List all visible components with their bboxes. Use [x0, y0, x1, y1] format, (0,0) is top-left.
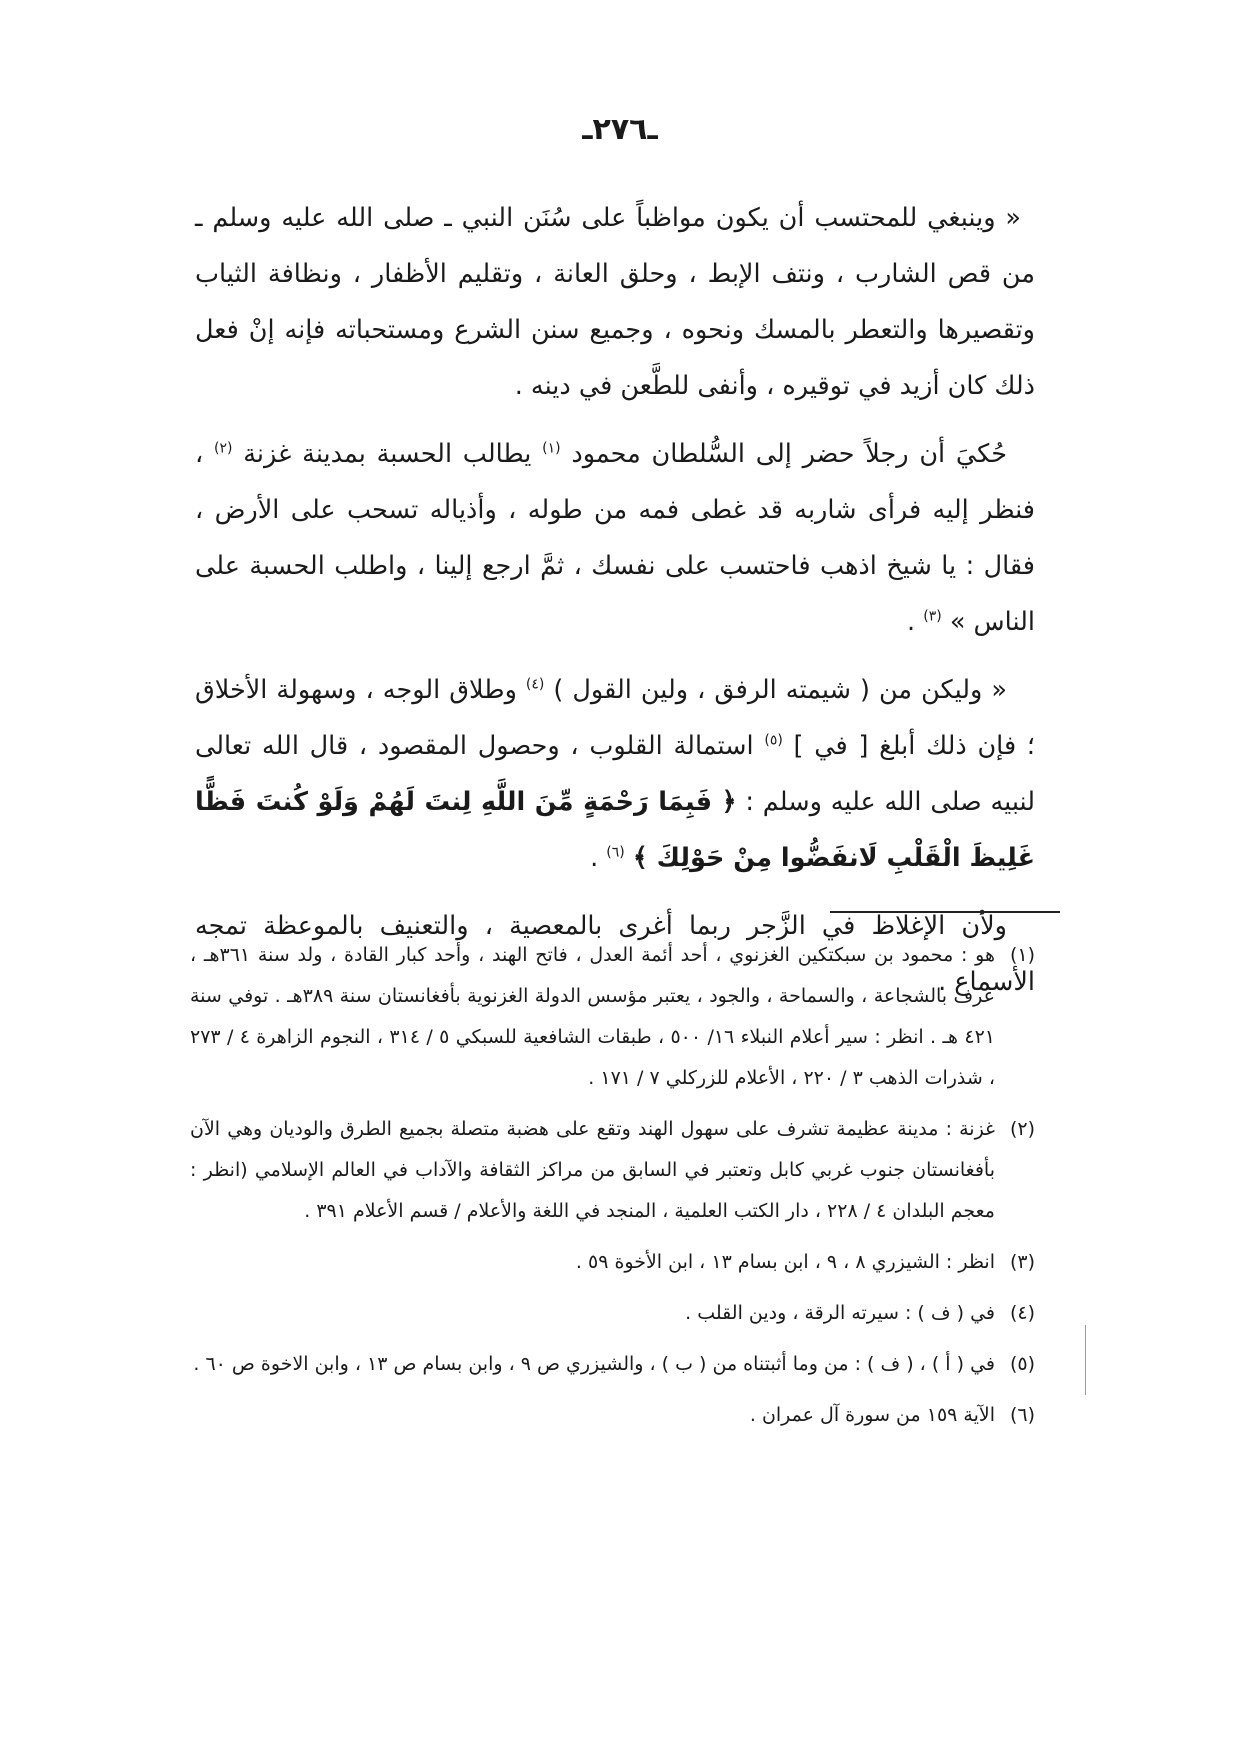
footnote-separator — [830, 911, 1060, 913]
footnote-number: (٥) — [1009, 1353, 1035, 1375]
main-text — [195, 190, 1035, 1022]
footnote-6 — [190, 1395, 1035, 1436]
paragraph-2-part-4: . — [907, 607, 924, 637]
footnote-3 — [190, 1242, 1035, 1283]
paragraph-3-part-1: « وليكن من ( شيمته الرفق ، ولين القول ) — [544, 675, 1007, 705]
paragraph-3-part-3: استمالة القلوب ، وحصول المقصود ، قال الله تعالى لنبيه صلى الله عليه وسلم : — [195, 731, 1035, 817]
paragraph-2 — [195, 426, 1035, 650]
footnote-number: (٦) — [1009, 1404, 1035, 1426]
scan-margin-mark — [1085, 1325, 1086, 1395]
paragraph-2-part-3: ، فنظر إليه فرأى شاربه قد غطى فمه من طوله ، وأذياله تسحب على الأرض ، فقال : يا شيخ اذهب فاحتسب على نفسك ، ثمَّ ارجع إلينا ، واطلب الحسبة على الناس » — [195, 439, 1035, 637]
footnote-ref-3[interactable]: (٣) — [923, 608, 942, 625]
footnote-ref-2[interactable]: (٢) — [214, 440, 233, 457]
footnote-ref-1[interactable]: (١) — [542, 440, 561, 457]
paragraph-3-part-4: . — [590, 843, 607, 873]
page-number: ـ٢٧٦ـ — [582, 112, 658, 147]
footnote-number: (١) — [1009, 944, 1035, 966]
footnote-text: هو : محمود بن سبكتكين الغزنوي ، أحد أئمة العدل ، فاتح الهند ، وأحد كبار القادة ، ولد سنة ٣٦١هـ ، عرف بالشجاعة ، والسماحة ، والجود ، يعتبر مؤسس الدولة الغزنوية بأفغانستان سنة ٣٨٩هـ . توفي سنة ٤٢١ هـ . انظر : سير أعلام النبلاء ١٦/ ٥٠٠ ، طبقات الشافعية للسبكي ٥ / ٣١٤ ، النجوم الزاهرة ٤ / ٢٧٣ ، شذرات الذهب ٣ / ٢٢٠ ، الأعلام للزركلي ٧ / ١٧١ . — [190, 944, 996, 1089]
footnote-text: في ( أ ) ، ( ف ) : من وما أثبتناه من ( ب ) ، والشيزري ص ٩ ، وابن بسام ص ١٣ ، وابن الاخوة ص ٦٠ . — [193, 1353, 995, 1375]
footnote-text: الآية ١٥٩ من سورة آل عمران . — [749, 1404, 995, 1426]
footnote-number: (٤) — [1009, 1302, 1035, 1324]
footnote-4 — [190, 1293, 1035, 1334]
footnote-2 — [190, 1109, 1035, 1232]
footnote-5 — [190, 1344, 1035, 1385]
paragraph-2-part-2: يطالب الحسبة بمدينة غزنة — [232, 439, 543, 469]
footnote-text: انظر : الشيزري ٨ ، ٩ ، ابن بسام ١٣ ، ابن الأخوة ٥٩ . — [575, 1251, 995, 1273]
paragraph-3 — [195, 662, 1035, 886]
footnote-number: (٣) — [1009, 1251, 1035, 1273]
footnote-ref-4[interactable]: (٤) — [525, 676, 545, 693]
footnotes-section — [190, 935, 1035, 1446]
paragraph-1: « وينبغي للمحتسب أن يكون مواظباً على سُنَن النبي ـ صلى الله عليه وسلم ـ من قص الشارب ، ونتف الإبط ، وحلق العانة ، وتقليم الأظفار ، ونظافة الثياب وتقصيرها والتعطر بالمسك ونحوه ، وجميع سنن الشرع ومستحباته فإنه إنْ فعل ذلك كان أزيد في توقيره ، وأنفى للطَّعن في دينه . — [195, 203, 1035, 401]
footnote-ref-5[interactable]: (٥) — [764, 732, 783, 749]
footnote-text: في ( ف ) : سيرته الرقة ، ودين القلب . — [685, 1302, 995, 1324]
footnote-number: (٢) — [1009, 1118, 1035, 1140]
quran-verse: ﴿ فَبِمَا رَحْمَةٍ مِّنَ اللَّهِ لِنتَ لَهُمْ وَلَوْ كُنتَ فَظًّا غَلِيظَ الْقَلْبِ لَانفَضُّوا مِنْ حَوْلِكَ ﴾ — [195, 787, 1035, 873]
paragraph-3-part-2: وطلاق الوجه ، وسهولة الأخلاق ؛ فإن ذلك أبلغ [ في ] — [195, 675, 1035, 761]
paragraph-2-part-1: حُكيَ أن رجلاً حضر إلى السُّلطان محمود — [560, 439, 1007, 469]
footnote-1 — [190, 935, 1035, 1099]
paragraph-4: ولأن الإغلاظ في الزَّجر ربما أغرى بالمعصية ، والتعنيف بالموعظة تمجه الأسماع . — [195, 911, 1035, 997]
footnote-text: غزنة : مدينة عظيمة تشرف على سهول الهند وتقع على هضبة متصلة بجميع الطرق والوديان وهي الآن بأفغانستان جنوب غربي كابل وتعتبر في السابق من مراكز الثقافة والآداب في العالم الإسلامي (انظر : معجم البلدان ٤ / ٢٢٨ ، دار الكتب العلمية ، المنجد في اللغة والأعلام / قسم الأعلام ٣٩١ . — [190, 1118, 995, 1222]
footnote-ref-6[interactable]: (٦) — [606, 844, 625, 861]
